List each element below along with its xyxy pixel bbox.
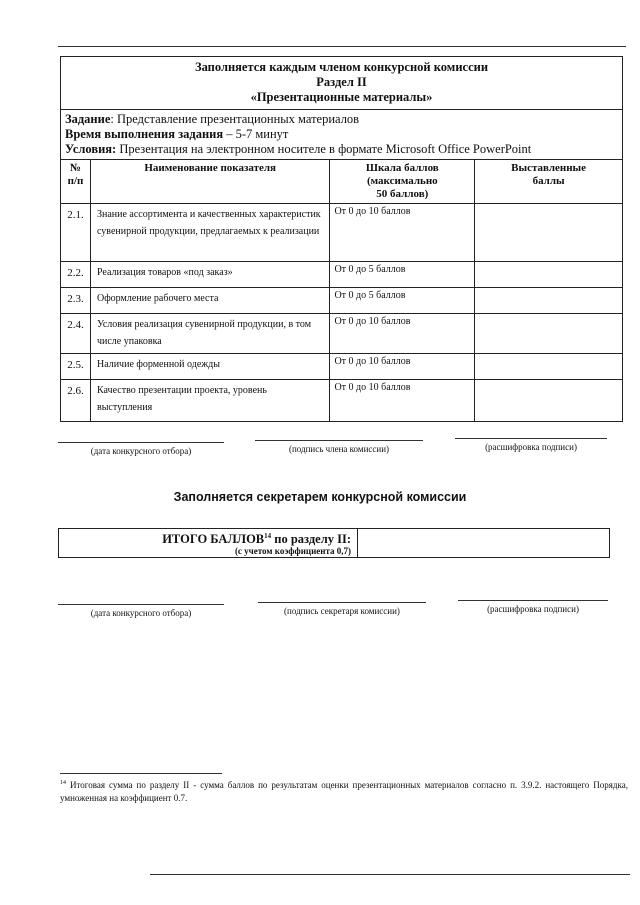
task-line: [65, 112, 618, 127]
row-name: Условия реализация сувенирной продукции, в том числе упаковка: [90, 314, 329, 354]
table-row: [61, 288, 623, 314]
row-scale: От 0 до 10 баллов: [330, 204, 475, 262]
col-scale-header-l1: Шкала баллов: [365, 162, 439, 174]
row-scale: От 0 до 10 баллов: [330, 354, 475, 380]
table-row: [61, 380, 623, 422]
total-label: [59, 529, 351, 546]
conditions-line: [65, 142, 618, 157]
footnote-rule: [60, 773, 222, 774]
row-score-cell[interactable]: [475, 354, 623, 380]
date-caption: (дата конкурсного отбора): [90, 446, 192, 456]
row-name: Качество презентации проекта, уровень выступления: [90, 380, 329, 422]
row-num: 2.6.: [61, 380, 91, 422]
row-score-cell[interactable]: [475, 204, 623, 262]
date-signature-line-2[interactable]: [58, 604, 224, 605]
conditions-label: Условия:: [65, 142, 117, 156]
total-value-cell[interactable]: [358, 529, 610, 558]
footnote-mark: 14: [60, 780, 66, 786]
col-scale-header-l3: 50 баллов): [376, 188, 429, 200]
bottom-rule: [150, 874, 630, 875]
table-row: [61, 314, 623, 354]
row-num: 2.3.: [61, 288, 91, 314]
header-line-1: Заполняется каждым членом конкурсной комиссии: [194, 60, 489, 74]
col-scale-header-l2: (максимально: [366, 175, 438, 187]
top-rule: [58, 46, 626, 47]
secretary-signature-caption: (подпись секретаря комиссии): [284, 606, 400, 616]
row-num: 2.5.: [61, 354, 91, 380]
col-num-header-l2: п/п: [67, 175, 84, 187]
col-score-header-l1: Выставленные: [511, 162, 587, 174]
row-scale: От 0 до 10 баллов: [330, 380, 475, 422]
row-num: 2.2.: [61, 262, 91, 288]
table-row: [61, 262, 623, 288]
evaluation-table: [60, 56, 623, 422]
row-score-cell[interactable]: [475, 288, 623, 314]
total-note: (с учетом коэффициента 0,7): [234, 546, 351, 557]
footnote-ref: 14: [264, 532, 272, 540]
date-caption-2: (дата конкурсного отбора): [90, 608, 192, 618]
task-block: [61, 110, 623, 160]
secretary-signature-line[interactable]: [258, 602, 426, 603]
time-label: Время выполнения задания: [65, 127, 224, 141]
row-score-cell[interactable]: [475, 380, 623, 422]
member-signature-line[interactable]: [255, 440, 423, 441]
row-scale: От 0 до 10 баллов: [330, 314, 475, 354]
row-scale: От 0 до 5 баллов: [330, 262, 475, 288]
col-name-header: Наименование показателя: [90, 160, 329, 204]
col-score-header-l2: баллы: [532, 175, 565, 187]
row-name: Оформление рабочего места: [90, 288, 329, 314]
table-row: [61, 204, 623, 262]
footnote: [60, 777, 628, 805]
table-header: [61, 57, 623, 110]
decode-caption: (расшифровка подписи): [485, 442, 577, 452]
col-score-header: [475, 160, 623, 204]
row-score-cell[interactable]: [475, 314, 623, 354]
task-label: Задание: [65, 112, 111, 126]
table-row: [61, 354, 623, 380]
total-label-text: ИТОГО БАЛЛОВ: [162, 532, 265, 547]
member-signature-caption: (подпись члена комиссии): [288, 444, 390, 454]
row-scale: От 0 до 5 баллов: [330, 288, 475, 314]
row-num: 2.4.: [61, 314, 91, 354]
total-label-suffix: по разделу II:: [271, 532, 351, 547]
total-label-cell: [59, 529, 358, 558]
task-value: : Представление презентационных материалов: [110, 112, 360, 126]
col-num-header-l1: №: [69, 162, 82, 174]
decode-signature-line-2[interactable]: [458, 600, 608, 601]
time-line: [65, 127, 618, 142]
conditions-value: Презентация на электронном носителе в формате Microsoft Office PowerPoint: [116, 142, 532, 156]
decode-caption-2: (расшифровка подписи): [487, 604, 579, 614]
secretary-section-title: Заполняется секретарем конкурсной комиссии: [173, 490, 467, 504]
row-name: Знание ассортимента и качественных характеристик сувенирной продукции, предлагаемых к реализации: [90, 204, 329, 262]
row-num: 2.1.: [61, 204, 91, 262]
col-scale-header: [330, 160, 475, 204]
time-value: – 5-7 минут: [223, 127, 289, 141]
footnote-text: Итоговая сумма по разделу II - сумма баллов по результатам оценки презентационных материалов согласно п. 3.9.2. настоящего Порядка, умноженная на коэффициент 0.7.: [60, 780, 628, 803]
col-num-header: [61, 160, 91, 204]
date-signature-line[interactable]: [58, 442, 224, 443]
total-score-table: [58, 528, 610, 558]
row-name: Реализация товаров «под заказ»: [90, 262, 329, 288]
section-title: Раздел II: [316, 75, 367, 89]
decode-signature-line[interactable]: [455, 438, 607, 439]
row-score-cell[interactable]: [475, 262, 623, 288]
section-name: «Презентационные материалы»: [250, 90, 433, 104]
row-name: Наличие форменной одежды: [90, 354, 329, 380]
